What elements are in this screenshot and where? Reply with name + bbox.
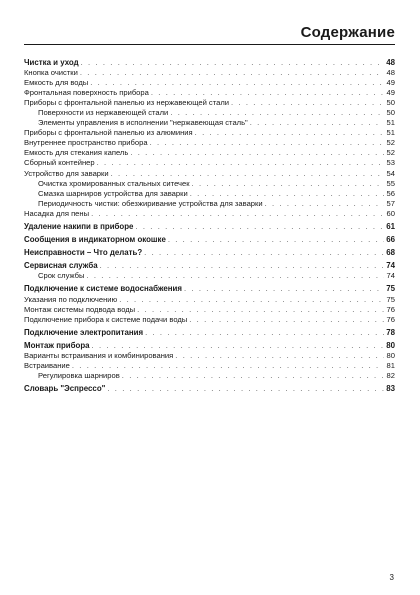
dot-leader — [91, 209, 384, 219]
toc-entry-page: 54 — [386, 168, 395, 178]
toc-entry-page: 74 — [386, 261, 395, 271]
dot-leader — [137, 305, 384, 315]
toc-entry[interactable] — [24, 169, 395, 179]
dot-leader — [80, 68, 384, 78]
toc-entry-title: Элементы управления в исполнении "нержавеющая сталь" — [38, 118, 248, 128]
toc-entry-title: Чистка и уход — [24, 58, 79, 67]
toc-entry-page: 75 — [386, 294, 395, 304]
toc-entry-title: Кнопка очистки — [24, 68, 78, 78]
page-title: Содержание — [300, 24, 395, 41]
dot-leader — [190, 189, 384, 199]
toc-entry[interactable] — [24, 351, 395, 361]
toc-entry-title: Емкость для воды — [24, 78, 89, 88]
toc-entry-title: Варианты встраивания и комбинирования — [24, 350, 174, 360]
toc-entry-title: Подключение прибора к системе подачи воды — [24, 314, 188, 324]
toc-entry-title: Приборы с фронтальной панелью из нержавеющей стали — [24, 98, 230, 108]
toc-entry[interactable] — [24, 315, 395, 325]
toc-entry-title: Срок службы — [38, 271, 85, 281]
toc-entry-page: 81 — [386, 360, 395, 370]
dot-leader — [231, 98, 384, 108]
dot-leader — [90, 78, 384, 88]
toc-entry-title: Периодичность чистки: обезжиривание устройства для заварки — [38, 198, 263, 208]
toc-entry-title: Насадка для пены — [24, 208, 90, 218]
dot-leader — [130, 148, 384, 158]
toc-entry-page: 75 — [386, 284, 395, 294]
dot-leader — [97, 158, 384, 168]
dot-leader — [72, 361, 384, 371]
dot-leader — [189, 315, 384, 325]
toc-entry[interactable] — [24, 158, 395, 168]
toc-entry-page: 49 — [386, 88, 395, 98]
toc-entry[interactable] — [24, 341, 395, 351]
dot-leader — [92, 341, 384, 351]
toc-entry[interactable] — [24, 328, 395, 338]
toc-entry-page: 76 — [386, 304, 395, 314]
toc-entry-page: 53 — [386, 158, 395, 168]
toc-entry-title: Сборный контейнер — [24, 158, 95, 168]
toc-entry[interactable] — [24, 361, 395, 371]
toc-entry-page: 56 — [386, 188, 395, 198]
dot-leader — [122, 371, 384, 381]
toc-entry-page: 74 — [386, 271, 395, 281]
toc-entry[interactable] — [24, 138, 395, 148]
toc-entry[interactable] — [24, 284, 395, 294]
toc-entry[interactable] — [24, 235, 395, 245]
toc-entry-page: 78 — [386, 327, 395, 337]
toc-entry-title: Приборы с фронтальной панелью из алюминия — [24, 128, 193, 138]
toc-entry[interactable] — [24, 189, 395, 199]
toc-entry-title: Встраивание — [24, 360, 70, 370]
dot-leader — [265, 199, 384, 209]
dot-leader — [145, 328, 384, 338]
dot-leader — [119, 295, 384, 305]
toc-entry[interactable] — [24, 261, 395, 271]
toc-entry-page: 48 — [386, 68, 395, 78]
toc-entry[interactable] — [24, 305, 395, 315]
toc-entry-title: Монтаж прибора — [24, 340, 90, 350]
toc-entry-title: Сервисная служба — [24, 261, 98, 271]
toc-entry-title: Словарь "Эспрессо" — [24, 384, 106, 394]
dot-leader — [170, 108, 384, 118]
toc-entry-page: 80 — [386, 340, 395, 350]
toc-entry-page: 83 — [386, 384, 395, 394]
header-divider — [24, 44, 395, 45]
dot-leader — [151, 88, 384, 98]
toc-entry-title: Подключение электропитания — [24, 327, 144, 337]
toc-entry-title: Подключение к системе водоснабжения — [24, 284, 182, 294]
toc-entry[interactable] — [24, 271, 395, 281]
toc-entry[interactable] — [24, 108, 395, 118]
toc-entry-page: 51 — [386, 128, 395, 138]
toc-entry-title: Монтаж системы подвода воды — [24, 304, 136, 314]
toc-entry-page: 57 — [386, 198, 395, 208]
toc-entry-page: 82 — [386, 371, 395, 381]
toc-entry-title: Внутреннее пространство прибора — [24, 138, 148, 148]
toc-entry[interactable] — [24, 384, 395, 394]
toc-entry[interactable] — [24, 248, 395, 258]
toc-entry[interactable] — [24, 58, 395, 68]
toc-entry-title: Устройство для заварки — [24, 168, 109, 178]
toc-entry[interactable] — [24, 68, 395, 78]
toc-entry-page: 48 — [386, 58, 395, 67]
toc-entry-page: 68 — [386, 248, 395, 258]
toc-entry-page: 66 — [386, 234, 395, 244]
toc-entry[interactable] — [24, 128, 395, 138]
toc-entry-page: 50 — [386, 98, 395, 108]
toc-entry[interactable] — [24, 222, 395, 232]
toc-entry-title: Удаление накипи в приборе — [24, 221, 134, 231]
dot-leader — [195, 128, 384, 138]
toc-entry[interactable] — [24, 199, 395, 209]
toc-entry[interactable] — [24, 148, 395, 158]
toc-entry-title: Фронтальная поверхность прибора — [24, 88, 149, 98]
toc-entry-page: 52 — [386, 138, 395, 148]
dot-leader — [111, 169, 384, 179]
toc-entry-page: 80 — [386, 350, 395, 360]
toc-entry[interactable] — [24, 88, 395, 98]
toc-entry[interactable] — [24, 371, 395, 381]
toc-entry[interactable] — [24, 295, 395, 305]
dot-leader — [100, 261, 384, 271]
dot-leader — [107, 384, 384, 394]
toc-entry[interactable] — [24, 78, 395, 88]
dot-leader — [192, 179, 384, 189]
toc-entry-title: Регулировка шарниров — [38, 371, 120, 381]
page-number: 3 — [389, 573, 394, 582]
dot-leader — [150, 138, 384, 148]
dot-leader — [168, 235, 384, 245]
toc-entry-title: Поверхности из нержавеющей стали — [38, 108, 169, 118]
toc-entry-page: 50 — [386, 108, 395, 118]
dot-leader — [250, 118, 384, 128]
toc-entry-page: 55 — [386, 178, 395, 188]
toc-entry-page: 76 — [386, 314, 395, 324]
toc-entry-page: 60 — [386, 208, 395, 218]
toc-entry-title: Емкость для стекания капель — [24, 148, 129, 158]
toc-entry-page: 51 — [386, 118, 395, 128]
toc-entry-title: Смазка шарниров устройства для заварки — [38, 188, 188, 198]
dot-leader — [175, 351, 384, 361]
dot-leader — [81, 58, 384, 68]
dot-leader — [184, 284, 384, 294]
toc-entry-page: 52 — [386, 148, 395, 158]
toc-entry[interactable] — [24, 179, 395, 189]
toc-entry-title: Сообщения в индикаторном окошке — [24, 234, 166, 244]
dot-leader — [86, 271, 384, 281]
toc-entry-title: Очистка хромированных стальных ситечек — [38, 178, 190, 188]
toc-entry-page: 61 — [386, 221, 395, 231]
toc-entry[interactable] — [24, 209, 395, 219]
dot-leader — [144, 248, 384, 258]
toc-entry-page: 49 — [386, 78, 395, 88]
table-of-contents — [24, 58, 395, 394]
toc-entry-title: Неисправности – Что делать? — [24, 248, 143, 258]
toc-entry[interactable] — [24, 118, 395, 128]
dot-leader — [135, 222, 384, 232]
toc-entry[interactable] — [24, 98, 395, 108]
toc-entry-title: Указания по подключению — [24, 294, 118, 304]
